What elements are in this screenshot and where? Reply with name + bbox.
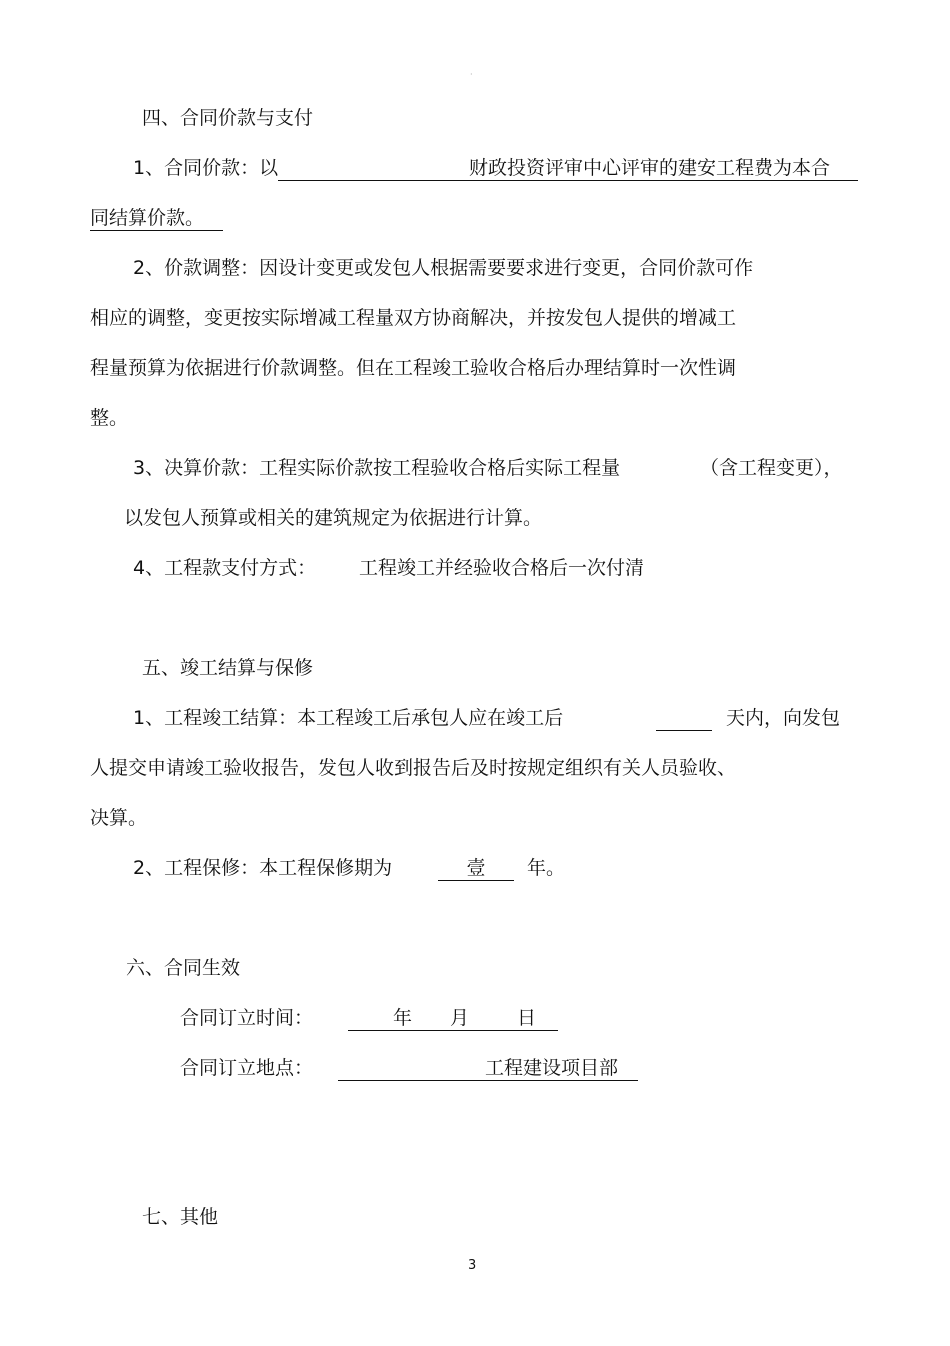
section-6-heading: 六、合同生效 [126,957,241,979]
item-4-4-label: 4、工程款支付方式： [133,557,317,579]
item-4-1-prefix: 1、合同价款：以 [133,157,279,179]
contract-time-label: 合同订立时间： [180,1007,314,1029]
item-5-2-end: 年。 [527,857,566,879]
section-4-heading: 四、合同价款与支付 [142,107,314,129]
item-5-1-line2: 人提交申请竣工验收报告，发包人收到报告后及时按规定组织有关人员验收、 [90,757,737,779]
item-5-1-line1-end: 天内，向发包 [726,707,841,729]
item-4-1-fill-text: 财政投资评审中心评审的建安工程费为本合 [468,157,830,179]
item-4-2-line4: 整。 [90,407,129,429]
section-7-heading: 七、其他 [142,1206,219,1228]
contract-place-blank [338,1056,638,1081]
item-5-1-line1: 1、工程竣工结算：本工程竣工后承包人应在竣工后 [133,707,564,729]
section-5-heading: 五、竣工结算与保修 [142,657,314,679]
page-number: 3 [468,1258,477,1273]
item-4-4-value: 工程竣工并经验收合格后一次付清 [359,557,645,579]
item-5-2-text: 2、工程保修：本工程保修期为 [133,857,393,879]
item-4-3-line1: 3、决算价款：工程实际价款按工程验收合格后实际工程量 [133,457,621,479]
item-4-3-note: （含工程变更）， [700,457,843,479]
item-4-1-fill-cont: 同结算价款。 [90,206,223,231]
contract-place-label: 合同订立地点： [180,1057,314,1079]
item-5-1-line3: 决算。 [90,807,148,829]
item-4-2-line2: 相应的调整，变更按实际增减工程量双方协商解决，并按发包人提供的增减工 [90,307,737,329]
item-5-2-years-blank: 壹 [438,856,514,881]
item-4-2-line3: 程量预算为依据进行价款调整。但在工程竣工验收合格后办理结算时一次性调 [90,357,737,379]
date-year: 年 [393,1007,413,1029]
item-4-2-line1: 2、价款调整：因设计变更或发包人根据需要要求进行变更，合同价款可作 [133,257,754,279]
date-day: 日 [517,1007,537,1029]
date-month: 月 [450,1007,470,1029]
contract-place-value: 工程建设项目部 [484,1057,618,1079]
item-5-1-days-blank [656,706,712,731]
top-mark: · [470,70,473,79]
item-4-1-fill [278,156,858,181]
item-4-3-line2: 以发包人预算或相关的建筑规定为依据进行计算。 [124,507,543,529]
